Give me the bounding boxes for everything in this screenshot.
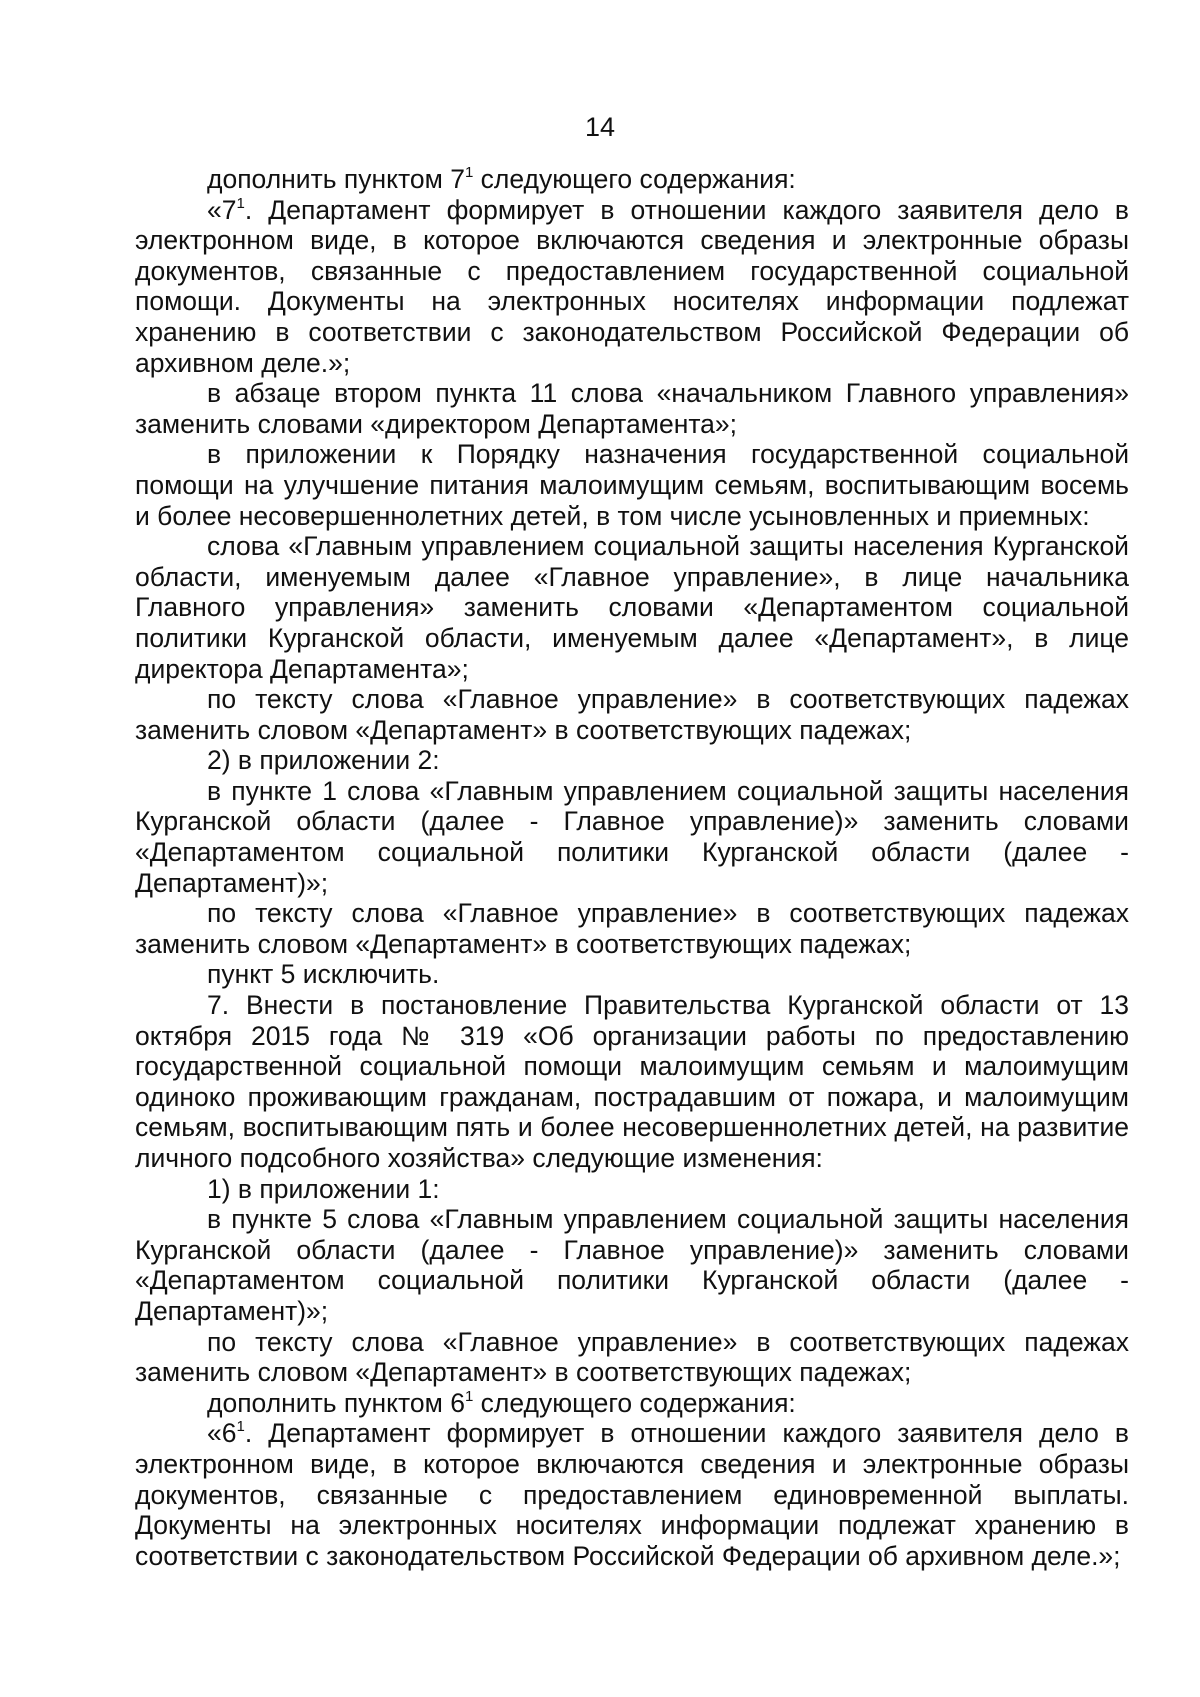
paragraph-point-6-1-text: [135, 1418, 1129, 1571]
paragraph-text: . Департамент формирует в отношении каждого заявителя дело в электронном виде, в которое включаются сведения и электронные образы документов, связанные с предоставлением государственной социальной помощи. Документы на электронных носителях информации подлежат хранению в соответствии с законодательством Российской Федерации об архивном деле.»;: [135, 194, 1129, 378]
paragraph: в абзаце втором пункта 11 слова «начальником Главного управления» заменить словами «директором Департамента»;: [135, 378, 1129, 439]
paragraph-text: . Департамент формирует в отношении каждого заявителя дело в электронном виде, в которое включаются сведения и электронные образы документов, связанные с предоставлением единовременной выплаты. Документы на электронных носителях информации подлежат хранению в соответствии с законодательством Российской Федерации об архивном деле.»;: [135, 1418, 1129, 1571]
paragraph-point-7-1-text: [135, 195, 1129, 379]
paragraph-text: следующего содержания:: [473, 1387, 796, 1418]
document-body: [135, 164, 1129, 1571]
superscript: 1: [236, 1418, 245, 1436]
paragraph: по тексту слова «Главное управление» в соответствующих падежах заменить словом «Департамент» в соответствующих падежах;: [135, 684, 1129, 745]
paragraph: по тексту слова «Главное управление» в соответствующих падежах заменить словом «Департамент» в соответствующих падежах;: [135, 1326, 1129, 1388]
superscript: 1: [236, 194, 245, 212]
paragraph-add-point-6-1: [135, 1388, 1129, 1419]
paragraph: слова «Главным управлением социальной защиты населения Курганской области, именуемым далее «Главное управление», в лице начальника Главного управления» заменить словами «Департаментом социальной политики Курганской области, именуемым далее «Департамент», в лице директора Департамента»;: [135, 531, 1129, 684]
paragraph-text: следующего содержания:: [473, 164, 796, 194]
paragraph: в пункте 5 слова «Главным управлением социальной защиты населения Курганской области (далее - Главное управление)» заменить словами «Департаментом социальной политики Курганской области (далее - Департамент)»;: [135, 1204, 1129, 1326]
paragraph: 7. Внести в постановление Правительства Курганской области от 13 октября 2015 года № 319 «Об организации работы по предоставлению государственной социальной помощи малоимущим семьям и малоимущим одиноко проживающим гражданам, пострадавшим от пожара, и малоимущим семьям, воспитывающим пять и более несовершеннолетних детей, на развитие личного подсобного хозяйства» следующие изменения:: [135, 990, 1129, 1173]
paragraph: 2) в приложении 2:: [207, 745, 440, 776]
paragraph-add-point-7-1: [135, 164, 1129, 195]
paragraph: в пункте 1 слова «Главным управлением социальной защиты населения Курганской области (далее - Главное управление)» заменить словами «Департаментом социальной политики Курганской области (далее - Департамент)»;: [135, 775, 1129, 898]
paragraph: по тексту слова «Главное управление» в соответствующих падежах заменить словом «Департамент» в соответствующих падежах;: [135, 898, 1129, 959]
page-number: 14: [584, 112, 616, 142]
paragraph: 1) в приложении 1:: [207, 1173, 440, 1204]
paragraph-text: «6: [207, 1418, 237, 1449]
superscript: 1: [464, 1387, 474, 1405]
superscript: 1: [464, 164, 474, 181]
paragraph: в приложении к Порядку назначения государственной социальной помощи на улучшение питания малоимущим семьям, воспитывающим восемь и более несовершеннолетних детей, в том числе усыновленных и приемных:: [135, 439, 1129, 531]
paragraph-text: «7: [207, 194, 237, 225]
paragraph-text: дополнить пунктом 7: [207, 164, 465, 194]
paragraph: пункт 5 исключить.: [207, 959, 440, 990]
paragraph-text: дополнить пунктом 6: [207, 1387, 465, 1418]
